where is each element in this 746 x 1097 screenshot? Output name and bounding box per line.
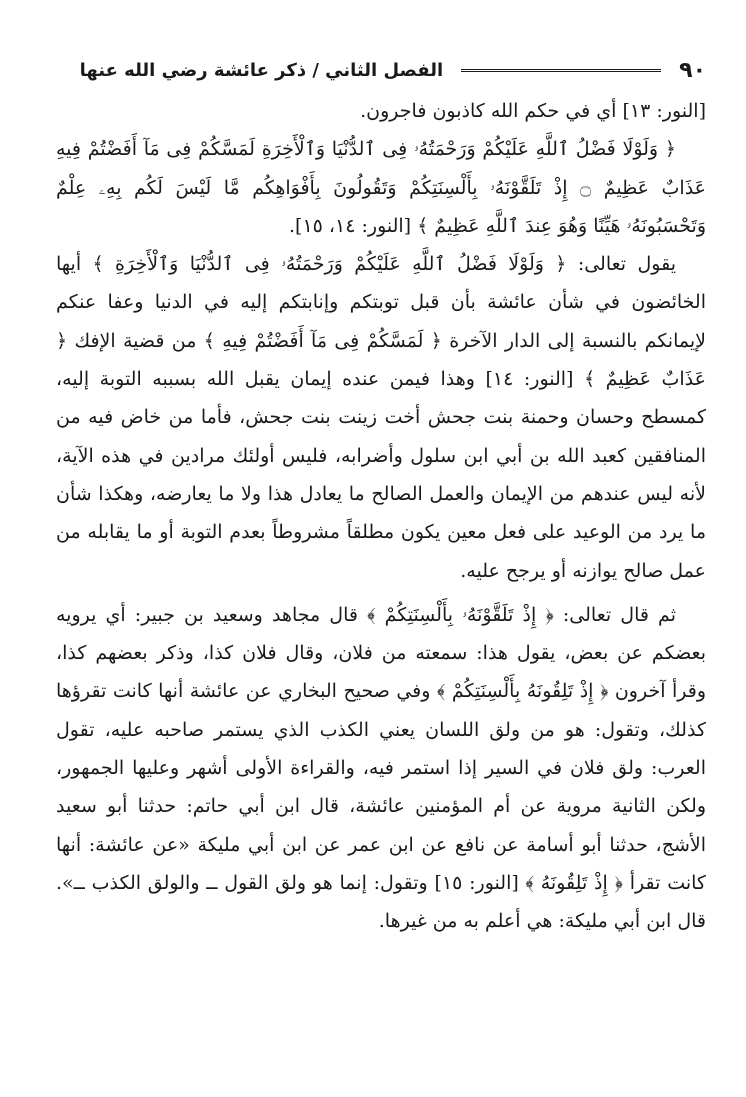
paragraph-3: يقول تعالى: ﴿ وَلَوْلَا فَضْلُ ٱللَّهِ عَلَيْكُمْ وَرَحْمَتُهُۥ فِى ٱلدُّنْيَا وَٱلْأَخِرَةِ ﴾ أيها الخائضون في شأن عائشة بأن قبل توبتكم وإنابتكم إليه في الدنيا وعفا عنكم لإيمانكم بالنسبة إلى الدار الآخرة ﴿ لَمَسَّكُمْ فِى مَآ أَفَضْتُمْ فِيهِ ﴾ من قضية الإفك ﴿ عَذَابٌ عَظِيمٌ ﴾ [النور: ١٤] وهذا فيمن عنده إيمان يقبل الله بسببه التوبة إليه، كمسطح وحسان وحمنة بنت جحش أخت زينت بنت جحش، فأما من خاض فيه من المنافقين كعبد الله بن أبي ابن سلول وأضرابه، فليس أولئك مرادين في هذه الآية، لأنه ليس عندهم من الإيمان والعمل الصالح ما يعادل هذا ولا ما يعارضه، وهكذا شأن ما يرد من الوعيد على فعل معين يكون مطلقاً مشروطاً بعدم التوبة أو ما يقابله من عمل صالح يوازنه أو يرجح عليه. [56,253,706,582]
running-title: الفصل الثاني / ذكر عائشة رضي الله عنها [79,59,444,81]
book-page [56,52,706,1077]
paragraph-4: ثم قال تعالى: ﴿ إِذْ تَلَقَّوْنَهُۥ بِأَلْسِنَتِكُمْ ﴾ قال مجاهد وسعيد بن جبير: أي يرويه بعضكم عن بعض، يقول هذا: سمعته من فلان، وقال فلان كذا، وذكر بعضهم كذا، وقرأ آخرون ﴿ إِذْ تَلِقُونَهُ بِأَلْسِنَتِكُمْ ﴾ وفي صحيح البخاري عن عائشة أنها كانت تقرؤها كذلك، وتقول: هو من ولق اللسان يعني الكذب الذي يستمر صاحبه عليه، تقول العرب: ولق فلان في السير إذا استمر فيه، والقراءة الأولى أشهر وعليها الجمهور، ولكن الثانية مروية عن أم المؤمنين عائشة، قال ابن أبي حاتم: حدثنا أبو سعيد الأشج، حدثنا أبو أسامة عن نافع عن ابن عمر عن ابن أبي مليكة «عن عائشة: أنها كانت تقرأ ﴿ إِذْ تَلِقُونَهُ ﴾ [النور: ١٥] وتقول: إنما هو ولق القول ــ والولق الكذب ــ». قال ابن أبي مليكة: هي أعلم به من غيرها. [56,603,707,933]
header-rule [461,69,661,72]
page-body [56,92,706,941]
paragraph-1: [النور: ١٣] أي في حكم الله كاذبون فاجرون. [360,100,706,122]
page-header [56,52,706,88]
page-number: ٩٠ [679,57,706,83]
paragraph-2: ﴿ وَلَوْلَا فَضْلُ ٱللَّهِ عَلَيْكُمْ وَرَحْمَتُهُۥ فِى ٱلدُّنْيَا وَٱلْأَخِرَةِ لَمَسَّكُمْ فِى مَآ أَفَضْتُمْ فِيهِ عَذَابٌ عَظِيمٌ ۝ إِذْ تَلَقَّوْنَهُۥ بِأَلْسِنَتِكُمْ وَتَقُولُونَ بِأَفْوَاهِكُم مَّا لَيْسَ لَكُم بِهِۦ عِلْمٌ وَتَحْسَبُونَهُۥ هَيِّنًا وَهُوَ عِندَ ٱللَّهِ عَظِيمٌ ﴾ [النور: ١٤، ١٥]. [56,138,707,237]
